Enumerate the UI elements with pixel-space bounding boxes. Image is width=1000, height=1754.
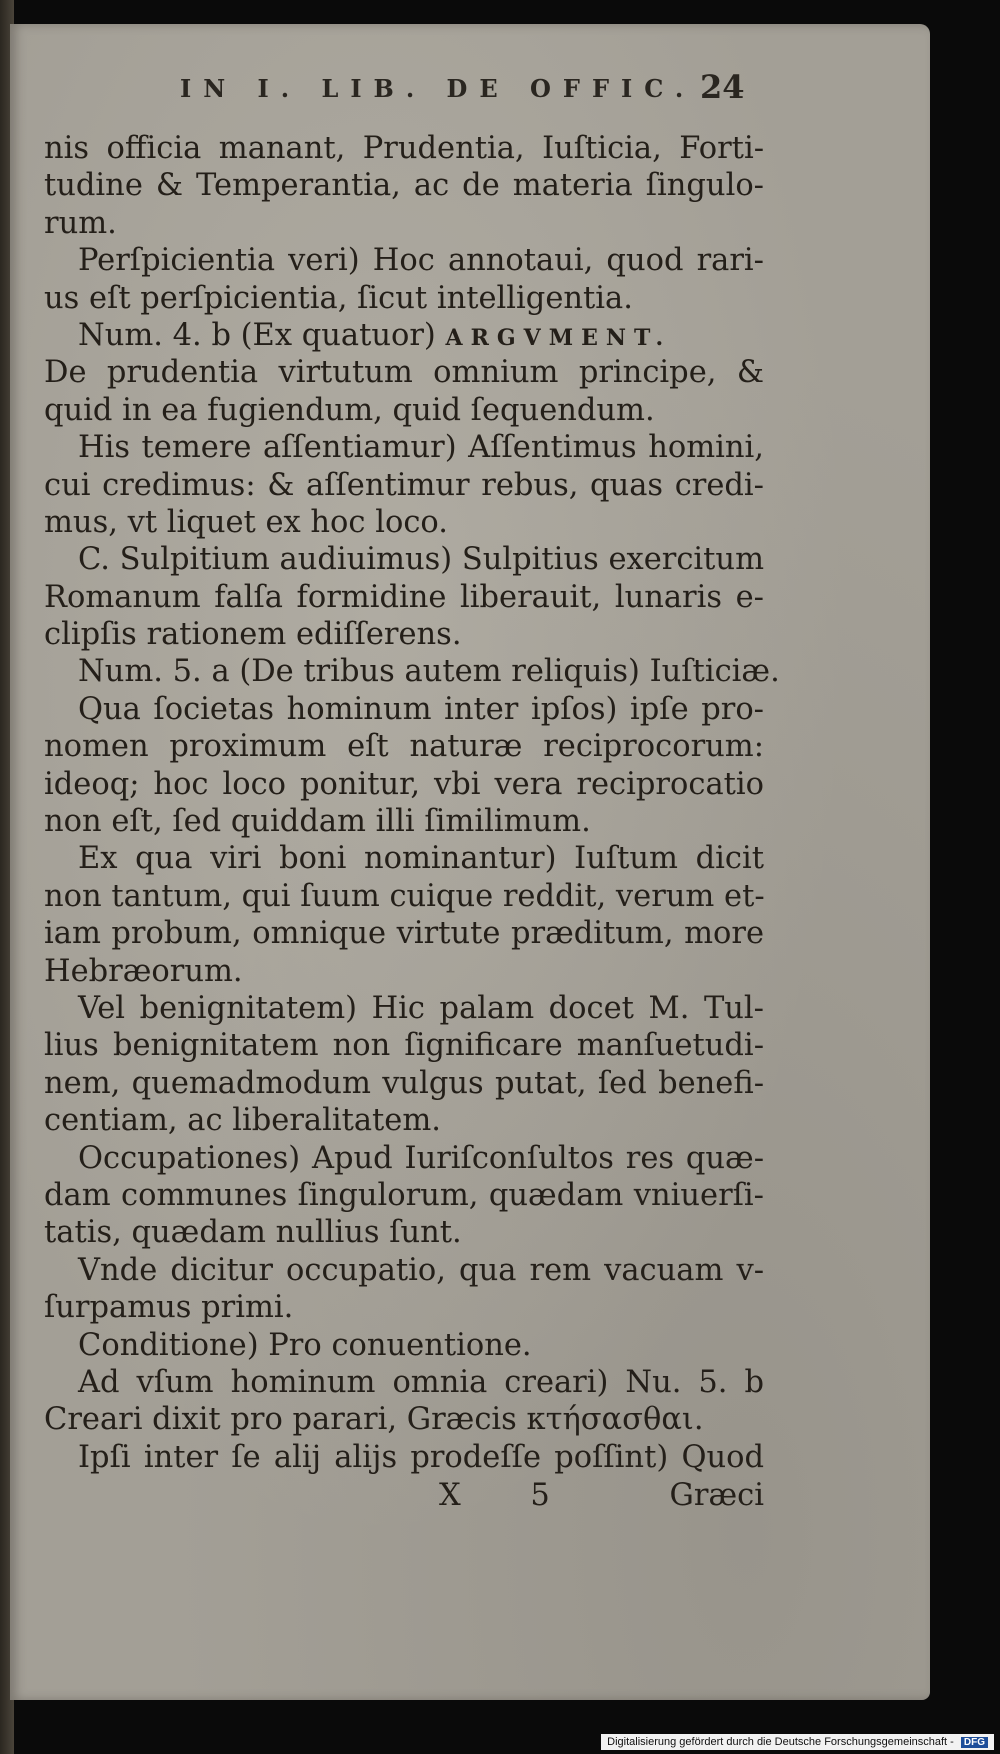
text-line (44, 280, 764, 317)
text-line (44, 541, 764, 578)
line-text: Qua ſocietas hominum inter ipſos) ipſe pro- (78, 691, 764, 727)
line-text: Vnde dicitur occupatio, qua rem vacuam v- (78, 1252, 764, 1288)
catchword: Græci (669, 1478, 764, 1513)
line-text: Ad vſum hominum omnia creari) Nu. 5. b (78, 1364, 764, 1400)
line-text: Perſpicientia veri) Hoc annotaui, quod rari- (78, 243, 764, 279)
text-line (44, 840, 764, 877)
text-line (44, 205, 764, 242)
line-text: cui credimus: & aſſentimur rebus, quas credi- (44, 467, 764, 503)
text-line (44, 728, 764, 765)
text-line (44, 1027, 764, 1064)
line-text: Romanum falſa formidine liberauit, lunaris e- (44, 579, 764, 615)
running-head: IN I. LIB. DE OFFIC. (180, 74, 696, 103)
line-text: non eſt, ſed quiddam illi ſimilimum. (44, 804, 591, 840)
text-line (44, 354, 764, 391)
text-line (44, 317, 764, 354)
text-line (44, 1327, 764, 1364)
line-text: Vel benignitatem) Hic palam docet M. Tul- (78, 990, 764, 1026)
text-line (44, 392, 764, 429)
text-line (44, 766, 764, 803)
line-text: rum. (44, 205, 117, 241)
line-text: Ipſi inter ſe alij alijs prodeſſe poſſint) Quod (78, 1439, 764, 1475)
line-text: lius benignitatem non ſignificare manſuetudi- (44, 1028, 764, 1064)
text-line (44, 167, 764, 204)
line-text: ideoq; hoc loco ponitur, vbi vera reciprocatio (44, 766, 764, 802)
line-text: centiam, ac liberalitatem. (44, 1103, 441, 1139)
line-text: Ex qua viri boni nominantur) Iuſtum dicit (78, 841, 764, 877)
line-text: C. Sulpitium audiuimus) Sulpitius exercitum (78, 542, 764, 578)
digitization-credit (601, 1734, 994, 1750)
text-line (44, 467, 764, 504)
text-line (44, 1177, 764, 1214)
text-line (44, 990, 764, 1027)
line-text: Num. 4. b (Ex quatuor) (78, 317, 436, 353)
text-line (44, 1364, 764, 1401)
line-text: iam probum, omnique virtute præditum, more (44, 916, 764, 952)
line-text: tudine & Temperantia, ac de materia ſingulo- (44, 168, 764, 204)
text-line (44, 579, 764, 616)
text-line (44, 1102, 764, 1139)
text-line (44, 1401, 764, 1438)
line-text: nis officia manant, Prudentia, Iuſticia, Forti- (44, 131, 764, 166)
line-text: Creari dixit pro parari, Græcis κτήσασθαι. (44, 1402, 704, 1438)
credit-text: Digitalisierung gefördert durch die Deutsche Forschungsgemeinschaft - (607, 1736, 954, 1748)
text-line (44, 653, 780, 690)
line-text: clipſis rationem ediſſerens. (44, 617, 462, 653)
page-footer-line (44, 1478, 764, 1518)
line-text: Occupationes) Apud Iuriſconſultos res quæ- (78, 1140, 764, 1176)
text-line (44, 691, 764, 728)
text-line (44, 1065, 764, 1102)
line-text: dam communes ſingulorum, quædam vniuerſi- (44, 1177, 764, 1213)
text-line (44, 1439, 764, 1476)
book-page (10, 24, 930, 1700)
line-text: quid in ea fugiendum, quid ſequendum. (44, 392, 655, 428)
text-line (44, 429, 764, 466)
text-line (44, 616, 764, 653)
text-line (44, 1252, 764, 1289)
signature-mark: X 5 (439, 1478, 580, 1513)
text-line (44, 504, 764, 541)
text-line (44, 1214, 764, 1251)
line-text: Hebræorum. (44, 953, 243, 989)
line-text: mus, vt liquet ex hoc loco. (44, 504, 448, 540)
text-line (44, 130, 764, 167)
section-heading-argument: ARGVMENT. (445, 324, 672, 351)
line-text: ſurpamus primi. (44, 1290, 294, 1326)
dfg-logo: DFG (961, 1737, 988, 1748)
text-line (44, 242, 764, 279)
line-text: Num. 5. a (De tribus autem reliquis) Iuſticiæ. (78, 654, 780, 690)
line-text: nem, quemadmodum vulgus putat, ſed benefi- (44, 1065, 764, 1101)
text-line (44, 1140, 764, 1177)
line-text: Conditione) Pro conuentione. (78, 1327, 532, 1363)
text-line (44, 915, 764, 952)
line-text: De prudentia virtutum omnium principe, & (44, 355, 764, 391)
text-line (44, 953, 764, 990)
text-line (44, 878, 764, 915)
text-line (44, 803, 764, 840)
text-line (44, 1289, 764, 1326)
line-text: non tantum, qui ſuum cuique reddit, verum et- (44, 878, 765, 914)
line-text: nomen proximum eſt naturæ reciprocorum: (44, 729, 764, 765)
line-text: His temere aſſentiamur) Aſſentimus homini, (78, 430, 764, 466)
line-text: tatis, quædam nullius ſunt. (44, 1215, 462, 1251)
page-number: 24 (700, 68, 745, 106)
page-body-text (44, 130, 780, 1476)
line-text: us eſt perſpicientia, ſicut intelligentia. (44, 280, 633, 316)
